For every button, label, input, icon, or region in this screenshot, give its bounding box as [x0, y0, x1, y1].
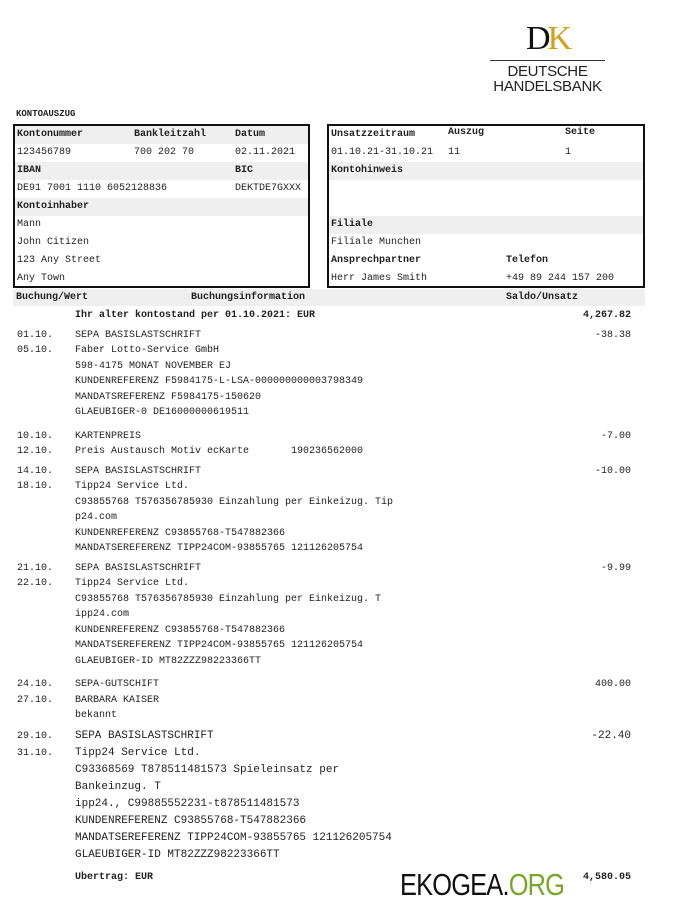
booking-date: 24.10.: [17, 679, 54, 690]
transaction-line: [0, 541, 675, 557]
watermark: [400, 868, 564, 902]
transaction-detail: bekannt: [75, 710, 118, 721]
ansprech-label: Ansprechpartner: [331, 255, 422, 266]
transaction-line: [0, 623, 675, 639]
transaction-type: SEPA BASISLASTSCHRIFT: [75, 329, 202, 341]
filiale-value: Filiale Munchen: [331, 237, 422, 248]
opening-balance-row: [0, 308, 675, 324]
transaction-line: [0, 607, 675, 623]
value-date: 12.10.: [17, 446, 54, 457]
transaction-line: [0, 444, 675, 460]
transaction-detail: C93855768 T576356785930 Einzahlung per Einkeizug. Tip: [75, 496, 394, 508]
logo-mark: DK: [525, 20, 570, 57]
transaction-amount: -9.99: [600, 562, 631, 574]
transaction-line: [0, 796, 675, 813]
transaction-line: [0, 638, 675, 654]
transaction-line: [0, 405, 675, 421]
transaction-line: [0, 526, 675, 542]
transaction-type: SEPA BASISLASTSCHRIFT: [75, 465, 202, 477]
datum-label: Datum: [235, 129, 266, 140]
inhaber-line: John Citizen: [17, 237, 90, 248]
transaction-line: [0, 708, 675, 724]
booking-date: 21.10.: [17, 562, 54, 574]
opening-balance-amount: 4,267.82: [582, 310, 631, 321]
transaction-amount: -22.40: [591, 729, 631, 742]
value-date: 05.10.: [17, 345, 54, 356]
bic-value: DEKTDE7GXXX: [235, 183, 302, 194]
transaction-line: [0, 495, 675, 511]
document-title: KONTOAUSZUG: [16, 109, 76, 119]
zeitraum-label: Unsatzzeitraum: [331, 129, 416, 140]
iban-value: DE91 7001 1110 6052128836: [17, 183, 168, 194]
transaction-type: KARTENPREIS: [75, 430, 142, 442]
transaction-line: [0, 592, 675, 608]
transaction-line: [0, 576, 675, 592]
account-info-box: [13, 124, 310, 288]
blz-label: Bankleitzahl: [134, 129, 207, 140]
value-date: 22.10.: [17, 578, 54, 589]
transaction-detail: MANDATSREFERENZ F5984175-150620: [75, 391, 262, 403]
ansprech-value: Herr James Smith: [331, 273, 428, 284]
carry-amount: 4,580.05: [582, 871, 631, 883]
transaction-line: [0, 762, 675, 779]
transaction-entry: [0, 677, 675, 724]
transaction-line: [0, 677, 675, 693]
transaction-detail: Bankeinzug. T: [75, 780, 161, 793]
value-date: 27.10.: [17, 694, 54, 706]
carry-row: [0, 870, 675, 886]
telefon-value: +49 89 244 157 200: [506, 273, 615, 284]
transaction-amount: -10.00: [594, 465, 631, 477]
auszug-label: Auszug: [448, 127, 485, 138]
transaction-detail: Faber Lotto-Service GmbH: [75, 345, 220, 356]
transaction-line: [0, 343, 675, 359]
booking-date: 01.10.: [17, 329, 54, 341]
transaction-detail: 598-4175 MONAT NOVEMBER EJ: [75, 360, 232, 372]
transaction-line: [0, 813, 675, 830]
filiale-label: Filiale: [331, 219, 374, 230]
col-buchung: Buchung/Wert: [16, 292, 89, 303]
transaction-amount: 400.00: [594, 679, 631, 690]
transaction-entry: [0, 464, 675, 557]
seite-label: Seite: [565, 127, 596, 138]
watermark-suffix: ORG: [508, 867, 565, 902]
iban-label: IBAN: [17, 165, 42, 176]
datum-value: 02.11.2021: [235, 147, 296, 158]
transactions-header: [13, 289, 645, 306]
transaction-detail: C93368569 T878511481573 Spieleinsatz per: [75, 763, 340, 776]
transaction-line: [0, 779, 675, 796]
inhaber-label: Kontoinhaber: [17, 201, 90, 212]
bank-name-line1: DEUTSCHE: [507, 63, 588, 80]
bank-logo: [490, 22, 605, 94]
transaction-line: [0, 374, 675, 390]
transaction-detail: GLAEUBIGER-ID MT82ZZZ98223366TT: [75, 655, 262, 667]
col-info: Buchungsinformation: [191, 292, 306, 303]
bank-name-line2: HANDELSBANK: [493, 78, 602, 95]
transaction-line: [0, 479, 675, 495]
transaction-detail: ipp24.com: [75, 609, 130, 620]
transaction-detail: GLAEUBIGER-0 DE16000000619511: [75, 407, 250, 418]
transaction-detail: Tipp24 Service Ltd.: [75, 578, 190, 589]
transaction-entry: [0, 561, 675, 670]
transaction-detail: KUNDENREFERENZ F5984175-L-LSA-000000000003798349: [75, 376, 364, 387]
transaction-line: [0, 561, 675, 577]
kontonummer-value: 123456789: [17, 147, 72, 158]
seite-value: 1: [565, 147, 572, 158]
booking-date: 29.10.: [17, 730, 54, 742]
transaction-entry: [0, 429, 675, 460]
inhaber-line: Any Town: [17, 273, 66, 284]
transaction-detail: Tipp24 Service Ltd.: [75, 481, 190, 492]
transaction-detail: BARBARA KAISER: [75, 694, 160, 706]
transaction-line: [0, 728, 675, 745]
transaction-detail: KUNDENREFERENZ C93855768-T547882366: [75, 624, 286, 636]
transaction-line: [0, 693, 675, 709]
transaction-line: [0, 830, 675, 847]
transaction-line: [0, 359, 675, 375]
transaction-detail: MANDATSEREFERENZ TIPP24COM-93855765 121126205754: [75, 543, 364, 554]
auszug-value: 11: [448, 147, 461, 158]
transaction-type: SEPA-GUTSCHIFT: [75, 679, 160, 690]
logo-divider: [490, 60, 605, 61]
carry-label: Ubertrag: EUR: [75, 871, 154, 883]
transaction-amount: -7.00: [600, 430, 631, 442]
bic-label: BIC: [235, 165, 254, 176]
transaction-line: [0, 510, 675, 526]
transaction-detail: MANDATSEREFERENZ TIPP24COM-93855765 121126205754: [75, 640, 364, 651]
transaction-detail: ipp24., C99885552231-t878511481573: [75, 797, 300, 810]
transaction-detail: GLAEUBIGER-ID MT82ZZZ98223366TT: [75, 848, 280, 861]
transaction-entry: [0, 728, 675, 864]
transaction-line: [0, 745, 675, 762]
transaction-line: [0, 847, 675, 864]
opening-balance-text: Ihr alter kontostand per 01.10.2021: EUR: [75, 310, 316, 321]
transaction-line: [0, 654, 675, 670]
transaction-line: [0, 390, 675, 406]
transaction-entry: [0, 328, 675, 421]
booking-date: 10.10.: [17, 430, 54, 442]
transaction-detail: p24.com: [75, 512, 118, 523]
statement-info-box: [327, 124, 645, 288]
inhaber-line: Mann: [17, 219, 42, 230]
kontonummer-label: Kontonummer: [17, 129, 84, 140]
transaction-type: SEPA BASISLASTSCHRIFT: [75, 729, 214, 742]
telefon-label: Telefon: [506, 255, 549, 266]
col-saldo: Saldo/Unsatz: [506, 292, 579, 303]
transactions-list: [0, 308, 675, 886]
transaction-entries: [0, 328, 675, 864]
transaction-line: [0, 464, 675, 480]
transaction-detail: MANDATSEREFERENZ TIPP24COM-93855765 121126205754: [75, 831, 392, 844]
booking-date: 14.10.: [17, 465, 54, 477]
transaction-line: [0, 429, 675, 445]
inhaber-line: 123 Any Street: [17, 255, 102, 266]
hinweis-label: Kontohinweis: [331, 165, 404, 176]
transaction-type: SEPA BASISLASTSCHRIFT: [75, 562, 202, 574]
transaction-detail: Tipp24 Service Ltd.: [75, 746, 201, 759]
transaction-detail: C93855768 T576356785930 Einzahlung per Einkeizug. T: [75, 593, 382, 605]
watermark-text: EKOGEA.: [400, 867, 509, 902]
blz-value: 700 202 70: [134, 147, 195, 158]
transaction-detail: KUNDENREFERENZ C93855768-T547882366: [75, 527, 286, 539]
transaction-detail: KUNDENREFERENZ C93855768-T547882366: [75, 814, 307, 827]
transaction-amount: -38.38: [594, 329, 631, 341]
transaction-line: [0, 328, 675, 344]
transaction-detail: Preis Austausch Motiv ecKarte 190236562000: [75, 446, 364, 457]
value-date: 31.10.: [17, 747, 54, 759]
value-date: 18.10.: [17, 481, 54, 492]
zeitraum-value: 01.10.21-31.10.21: [331, 147, 434, 158]
